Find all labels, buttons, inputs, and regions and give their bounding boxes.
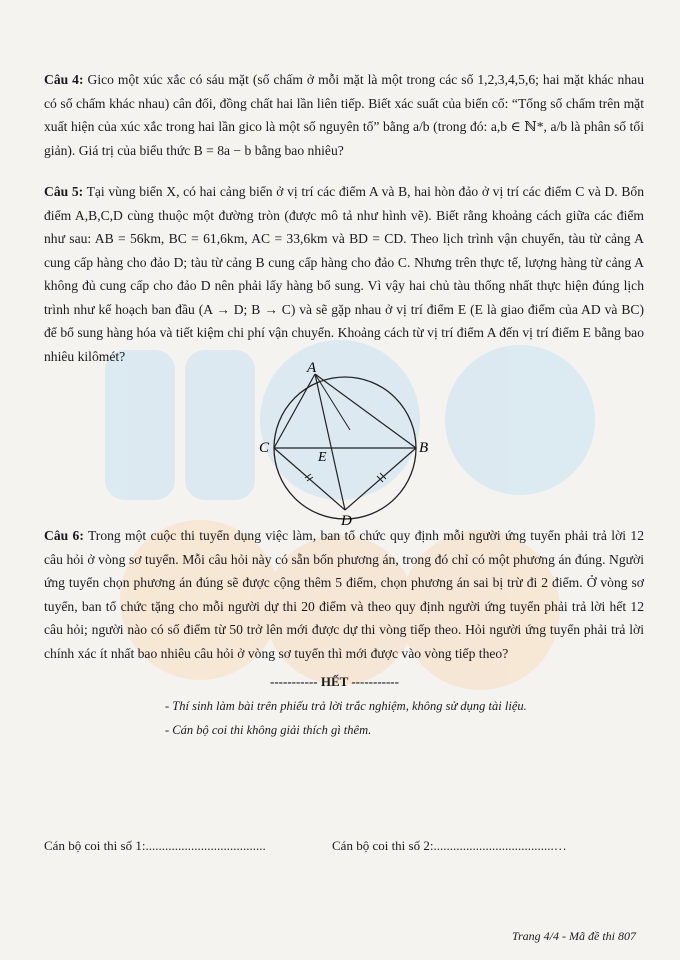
note-2: - Cán bộ coi thi không giải thích gì thêm. (165, 723, 372, 737)
question-6 (44, 524, 644, 665)
question-4-label: Câu 4: (44, 72, 84, 87)
question-4 (44, 68, 644, 162)
end-marker: ----------- HẾT ----------- (270, 674, 399, 689)
page-footer: Trang 4/4 - Mã đề thi 807 (512, 929, 637, 943)
proctor-1-signature: Cán bộ coi thi số 1:..................................... (44, 838, 266, 853)
question-4-text: Gico một xúc xắc có sáu mặt (số chấm ở mỗi mặt là một trong các số 1,2,3,4,5,6; hai mặt khác nhau có số chấm khác nhau) cân đối, đồng chất hai lần liên tiếp. Biết xác suất của biến cố: “Tổng số chấm trên mặt xuất hiện của xúc xắc trong hai lần gico là một số nguyên tố” bằng a/b (trong đó: a,b ∈ ℕ*, a/b là phân số tối giản). Giá trị của biểu thức B = 8a − b bằng bao nhiêu? (44, 72, 644, 158)
note-1: - Thí sinh làm bài trên phiếu trả lời trắc nghiệm, không sử dụng tài liệu. (165, 699, 527, 713)
question-5 (44, 180, 644, 368)
label-a: A (307, 360, 317, 376)
label-c: C (259, 440, 270, 456)
label-e: E (318, 450, 327, 465)
question-5-text: Tại vùng biển X, có hai cảng biển ở vị trí các điểm A và B, hai hòn đảo ở vị trí các điểm C và D. Bốn điểm A,B,C,D cùng thuộc một đường tròn (được mô tả như hình vẽ). Biết rằng khoảng cách giữa các điểm như sau: AB = 56km, BC = 61,6km, AC = 33,6km và BD = CD. Theo lịch trình vận chuyển, tàu từ cảng A cung cấp hàng cho đảo D; tàu từ cảng B cung cấp hàng cho đảo C. Nhưng trên thực tế, lượng hàng từ cảng A không đủ cung cấp cho đảo D nên phải lấy hàng bổ sung. Vì vậy hai chủ tàu thống nhất thực hiện đúng lịch trình như kế hoạch ban đầu (A → D; B → C) và sẽ gặp nhau ở vị trí điểm E (E là giao điểm của AD và BC) để bổ sung hàng hóa và tiết kiệm chi phí vận chuyển. Khoảng cách từ vị trí điểm A đến vị trí điểm E bằng bao nhiêu kilômét? (44, 184, 644, 364)
question-5-label: Câu 5: (44, 184, 84, 199)
label-b: B (419, 440, 429, 456)
label-d: D (341, 513, 352, 529)
question-6-label: Câu 6: (44, 528, 84, 543)
circle-figure (255, 360, 435, 530)
proctor-2-signature: Cán bộ coi thi số 2:.....................................… (332, 838, 567, 853)
question-6-text: Trong một cuộc thi tuyển dụng việc làm, ban tổ chức quy định mỗi người ứng tuyển phải trả lời 12 câu hỏi ở vòng sơ tuyển. Mỗi câu hỏi này có sẵn bốn phương án, trong đó chỉ có một phương án đúng. Người ứng tuyển chọn phương án đúng sẽ được cộng thêm 5 điểm, chọn phương án sai bị trừ đi 2 điểm. Ở vòng sơ tuyển, ban tổ chức tặng cho mỗi người dự thi 20 điểm và theo quy định người ứng tuyển phải trả lời hết 12 câu hỏi; người nào có số điểm từ 50 trở lên mới được dự thi vòng tiếp theo. Hỏi người ứng tuyển phải trả lời chính xác ít nhất bao nhiêu câu hỏi ở vòng sơ tuyển thì mới được vào vòng tiếp theo? (44, 528, 644, 661)
